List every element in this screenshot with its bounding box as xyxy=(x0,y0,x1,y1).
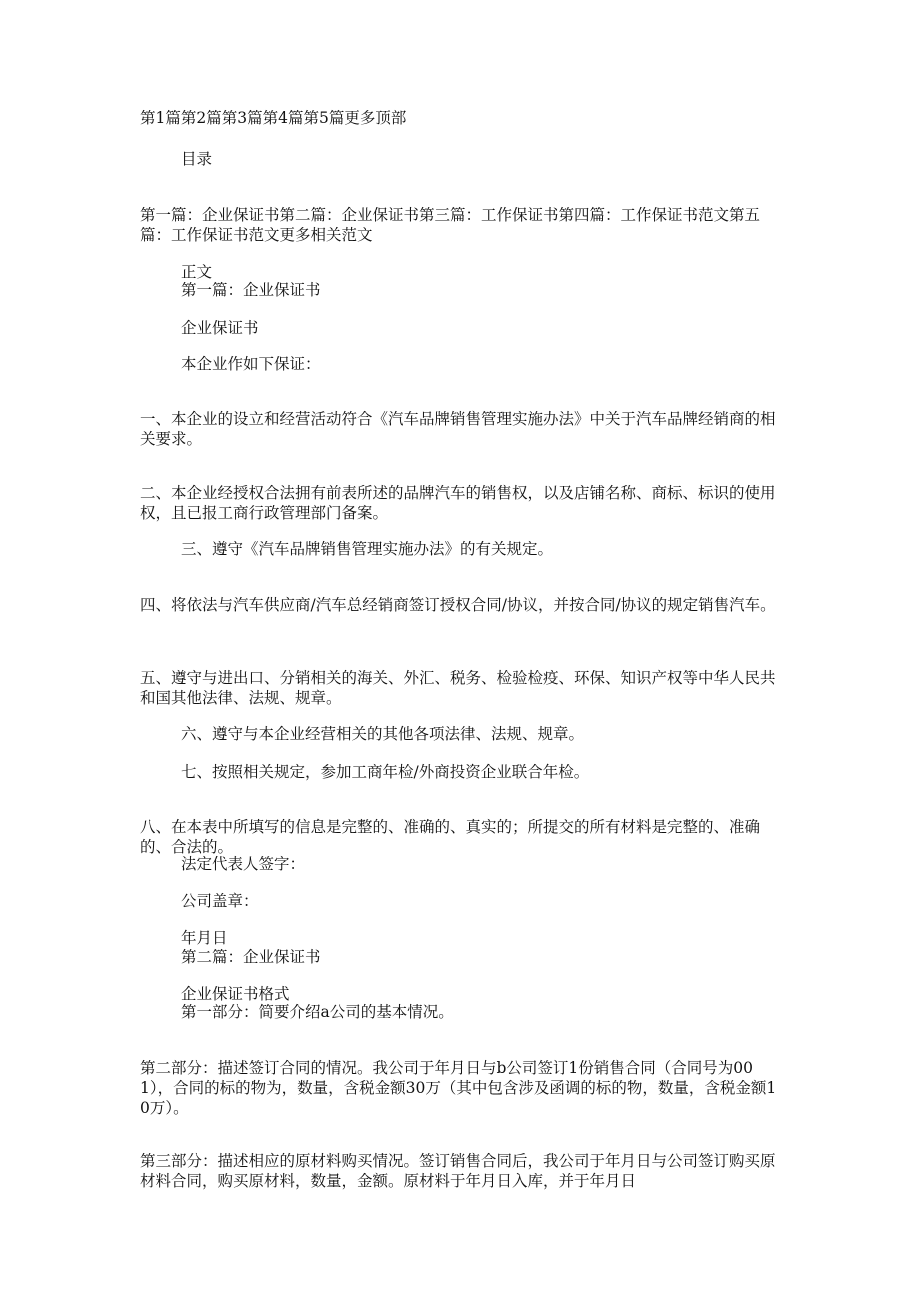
seal-line: 公司盖章： xyxy=(181,892,259,910)
clause-3: 三、遵守《汽车品牌销售管理实施办法》的有关规定。 xyxy=(181,540,554,558)
article1-intro: 本企业作如下保证： xyxy=(181,355,321,373)
nav-tab-5[interactable]: 第5篇 xyxy=(303,109,345,127)
nav-tab-3[interactable]: 第3篇 xyxy=(221,109,263,127)
signature-line: 法定代表人签字： xyxy=(181,855,306,873)
clause-6: 六、遵守与本企业经营相关的其他各项法律、法规、规章。 xyxy=(181,725,585,743)
clause-4: 四、将依法与汽车供应商/汽车总经销商签订授权合同/协议，并按合同/协议的规定销售汽车。 xyxy=(140,596,776,614)
article2-heading: 第二篇：企业保证书 xyxy=(181,948,321,966)
part2: 第二部分：描述签订合同的情况。我公司于年月日与b公司签订1份销售合同（合同号为001），合同的标的物为，数量，含税金额30万（其中包含涉及函调的标的物，数量，含税金额10万）。 xyxy=(140,1059,777,1117)
nav-tab-1[interactable]: 第1篇 xyxy=(140,109,181,127)
nav-more[interactable]: 更多 xyxy=(344,109,376,127)
toc-title: 目录 xyxy=(181,150,213,168)
date-line: 年月日 xyxy=(181,929,228,947)
article-nav xyxy=(140,108,406,128)
clause-8: 八、在本表中所填写的信息是完整的、准确的、真实的；所提交的所有材料是完整的、准确的、合法的。 xyxy=(140,818,761,856)
nav-top[interactable]: 顶部 xyxy=(375,109,407,127)
article2-title: 企业保证书格式 xyxy=(181,985,290,1003)
clause-2: 二、本企业经授权合法拥有前表所述的品牌汽车的销售权，以及店铺名称、商标、标识的使用权，且已报工商行政管理部门备案。 xyxy=(140,484,776,522)
article1-heading: 第一篇：企业保证书 xyxy=(181,281,321,299)
nav-tab-4[interactable]: 第4篇 xyxy=(262,109,304,127)
toc-entries[interactable]: 第一篇：企业保证书第二篇：企业保证书第三篇：工作保证书第四篇：工作保证书范文第五篇：工作保证书范文更多相关范文 xyxy=(140,206,761,244)
body-label: 正文 xyxy=(181,263,213,281)
clause-5: 五、遵守与进出口、分销相关的海关、外汇、税务、检验检疫、环保、知识产权等中华人民共和国其他法律、法规、规章。 xyxy=(140,669,776,707)
clause-7: 七、按照相关规定，参加工商年检/外商投资企业联合年检。 xyxy=(181,763,590,781)
article1-title: 企业保证书 xyxy=(181,319,259,337)
part1: 第一部分：简要介绍a公司的基本情况。 xyxy=(181,1003,454,1021)
nav-tab-2[interactable]: 第2篇 xyxy=(180,109,222,127)
clause-1: 一、本企业的设立和经营活动符合《汽车品牌销售管理实施办法》中关于汽车品牌经销商的相关要求。 xyxy=(140,410,776,448)
part3: 第三部分：描述相应的原材料购买情况。签订销售合同后，我公司于年月日与公司签订购买原材料合同，购买原材料，数量，金额。原材料于年月日入库，并于年月日 xyxy=(140,1152,776,1190)
